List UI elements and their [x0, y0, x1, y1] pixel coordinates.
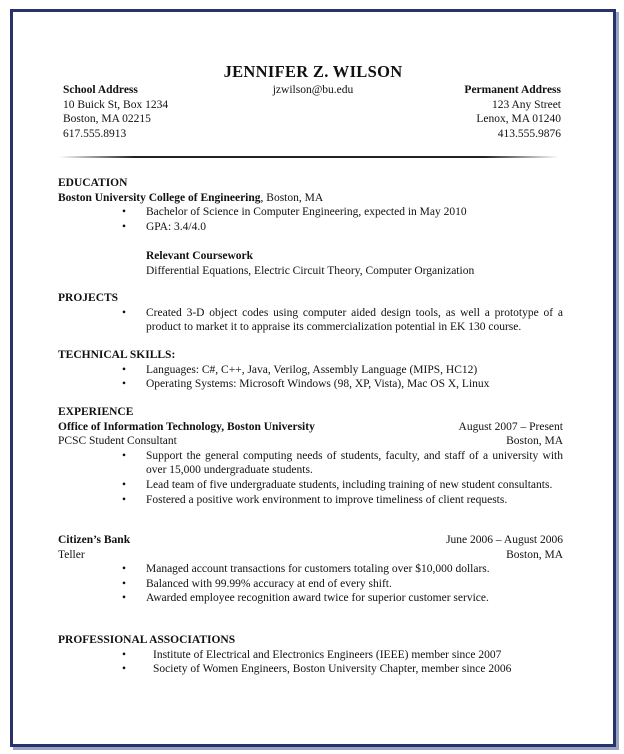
associations-section: [58, 633, 563, 677]
job-duty: Balanced with 99.99% accuracy at end of every shift.: [146, 577, 392, 590]
bullet-icon: •: [122, 563, 127, 576]
bullet-icon: •: [122, 663, 127, 676]
permanent-address-block: [464, 83, 561, 141]
projects-section: [58, 291, 563, 335]
job-title: PCSC Student Consultant: [58, 435, 177, 448]
job-duty: Awarded employee recognition award twice for superior customer service.: [146, 592, 489, 605]
bullet-icon: •: [122, 478, 127, 491]
job-duty: Managed account transactions for customers totaling over $10,000 dollars.: [146, 563, 490, 576]
job-header: [58, 420, 563, 435]
list-item: [58, 577, 563, 592]
list-item: [58, 205, 563, 220]
list-item: [58, 562, 563, 577]
list-item: [58, 648, 563, 663]
bullet-icon: •: [122, 577, 127, 590]
job-header: [58, 533, 563, 548]
permanent-street: 123 Any Street: [492, 98, 561, 111]
school-street: 10 Buick St, Box 1234: [63, 98, 169, 111]
school-phone: 617.555.8913: [63, 127, 127, 140]
bullet-icon: •: [122, 378, 127, 391]
resume-page: [13, 12, 613, 744]
bullet-icon: •: [122, 592, 127, 605]
list-item: [58, 478, 563, 493]
list-item: [58, 363, 563, 378]
candidate-name: JENNIFER Z. WILSON: [223, 62, 403, 81]
school-address-label: School Address: [63, 84, 138, 96]
education-section: [58, 176, 563, 278]
associations-heading: PROFESSIONAL ASSOCIATIONS: [58, 634, 236, 646]
education-degree: Bachelor of Science in Computer Engineering, expected in May 2010: [146, 206, 467, 219]
job-org: Office of Information Technology, Boston University: [58, 420, 315, 433]
permanent-city: Lenox, MA 01240: [476, 113, 561, 126]
bullet-icon: •: [122, 220, 127, 233]
education-school-line: [58, 191, 563, 206]
job-dates: August 2007 – Present: [458, 420, 563, 433]
bullet-icon: •: [122, 363, 127, 376]
experience-heading: EXPERIENCE: [58, 406, 134, 418]
skills-heading: TECHNICAL SKILLS:: [58, 349, 176, 361]
bullet-icon: •: [122, 493, 127, 506]
coursework-list: Differential Equations, Electric Circuit Theory, Computer Organization: [146, 264, 475, 277]
list-item: [58, 449, 563, 478]
association-swe: Society of Women Engineers, Boston University Chapter, member since 2006: [153, 663, 512, 676]
bullet-icon: •: [122, 306, 127, 319]
education-location: , Boston, MA: [260, 191, 324, 204]
list-item: [58, 377, 563, 392]
project-description: Created 3-D object codes using computer aided design tools, as well a prototype of a product to market it to appraise its commercialization potential in EK 130 course.: [146, 306, 563, 334]
education-gpa: GPA: 3.4/4.0: [146, 220, 206, 233]
job-duty: Support the general computing needs of students, faculty, and staff of a university with over 15,000 undergraduate students.: [146, 449, 563, 477]
list-item: [58, 306, 563, 335]
header-divider: [59, 156, 559, 158]
job-dates: June 2006 – August 2006: [446, 534, 563, 546]
job-org: Citizen’s Bank: [58, 534, 131, 546]
list-item: [58, 220, 563, 235]
job-title-line: [58, 434, 563, 449]
school-city: Boston, MA 02215: [63, 113, 151, 126]
experience-job-2: [58, 533, 563, 606]
permanent-phone: 413.555.9876: [497, 127, 561, 140]
education-heading: EDUCATION: [58, 177, 128, 189]
coursework-heading: Relevant Coursework: [146, 249, 253, 262]
education-school: Boston University College of Engineering: [58, 191, 261, 204]
job-title: Teller: [58, 548, 85, 561]
school-address-block: [63, 83, 168, 141]
bullet-icon: •: [122, 648, 127, 661]
page-frame: [10, 9, 616, 747]
job-duty: Fostered a positive work environment to improve timeliness of client requests.: [146, 493, 508, 506]
job-duty: Lead team of five undergraduate students, including training of new student consultants.: [146, 478, 553, 491]
experience-section: [58, 405, 563, 507]
permanent-address-label: Permanent Address: [464, 84, 561, 96]
bullet-icon: •: [122, 206, 127, 219]
list-item: [58, 493, 563, 508]
bullet-icon: •: [122, 449, 127, 462]
skills-os: Operating Systems: Microsoft Windows (98, XP, Vista), Mac OS X, Linux: [146, 378, 490, 391]
skills-languages: Languages: C#, C++, Java, Verilog, Assembly Language (MIPS, HC12): [146, 363, 478, 376]
job-location: Boston, MA: [506, 548, 563, 561]
projects-heading: PROJECTS: [58, 292, 119, 304]
association-ieee: Institute of Electrical and Electronics Engineers (IEEE) member since 2007: [153, 648, 502, 661]
skills-section: [58, 348, 563, 392]
job-location: Boston, MA: [506, 435, 563, 448]
list-item: [58, 662, 563, 677]
email-address: jzwilson@bu.edu: [272, 84, 354, 96]
job-title-line: [58, 548, 563, 563]
list-item: [58, 591, 563, 606]
spacer: [58, 234, 563, 249]
